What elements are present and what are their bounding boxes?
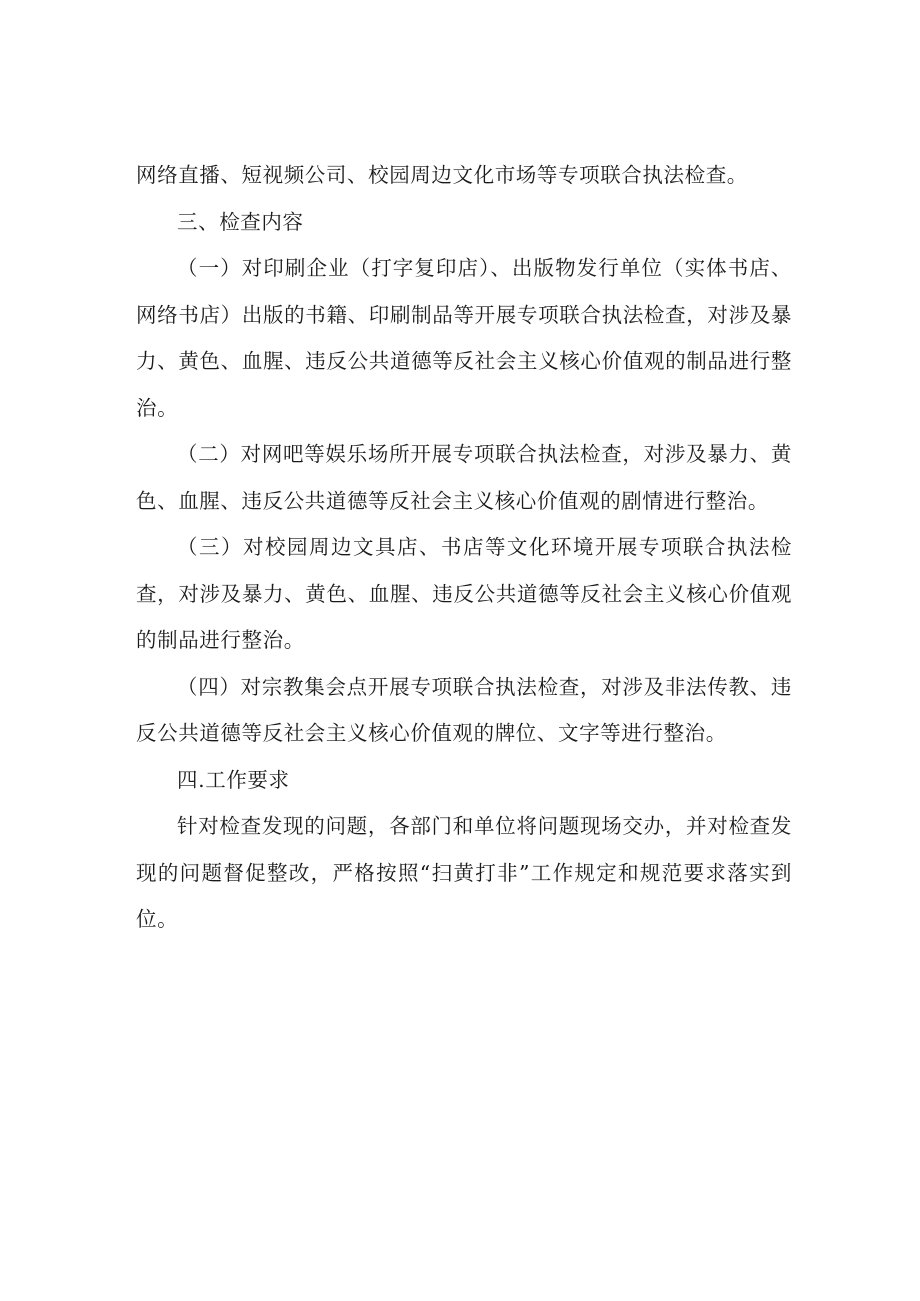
section-heading-inspection-content: 三、检查内容 <box>177 209 304 234</box>
paragraph-item-1: （一）对印刷企业（打字复印店）、出版物发行单位（实体书店、网络书店）出版的书籍、印刷制品等开展专项联合执法检查，对涉及暴力、黄色、血腥、违反公共道德等反社会主义核心价值观的制品进行整治。 <box>136 256 792 420</box>
paragraph-continuation: 网络直播、短视频公司、校园周边文化市场等专项联合执法检查。 <box>136 163 748 187</box>
paragraph-item-4: （四）对宗教集会点开展专项联合执法检查，对涉及非法传教、违反公共道德等反社会主义核心价值观的牌位、文字等进行整治。 <box>136 674 792 745</box>
paragraph-item-2: （二）对网吧等娱乐场所开展专项联合执法检查，对涉及暴力、黄色、血腥、违反公共道德等反社会主义核心价值观的剧情进行整治。 <box>136 442 792 513</box>
paragraph-item-3: （三）对校园周边文具店、书店等文化环境开展专项联合执法检查，对涉及暴力、黄色、血腥、违反公共道德等反社会主义核心价值观的制品进行整治。 <box>136 535 792 652</box>
section-heading-work-requirements: 四.工作要求 <box>177 767 290 792</box>
document-body <box>136 152 792 943</box>
paragraph-requirements: 针对检查发现的问题，各部门和单位将问题现场交办，并对检查发现的问题督促整改，严格按照“扫黄打非”工作规定和规范要求落实到位。 <box>136 814 792 931</box>
